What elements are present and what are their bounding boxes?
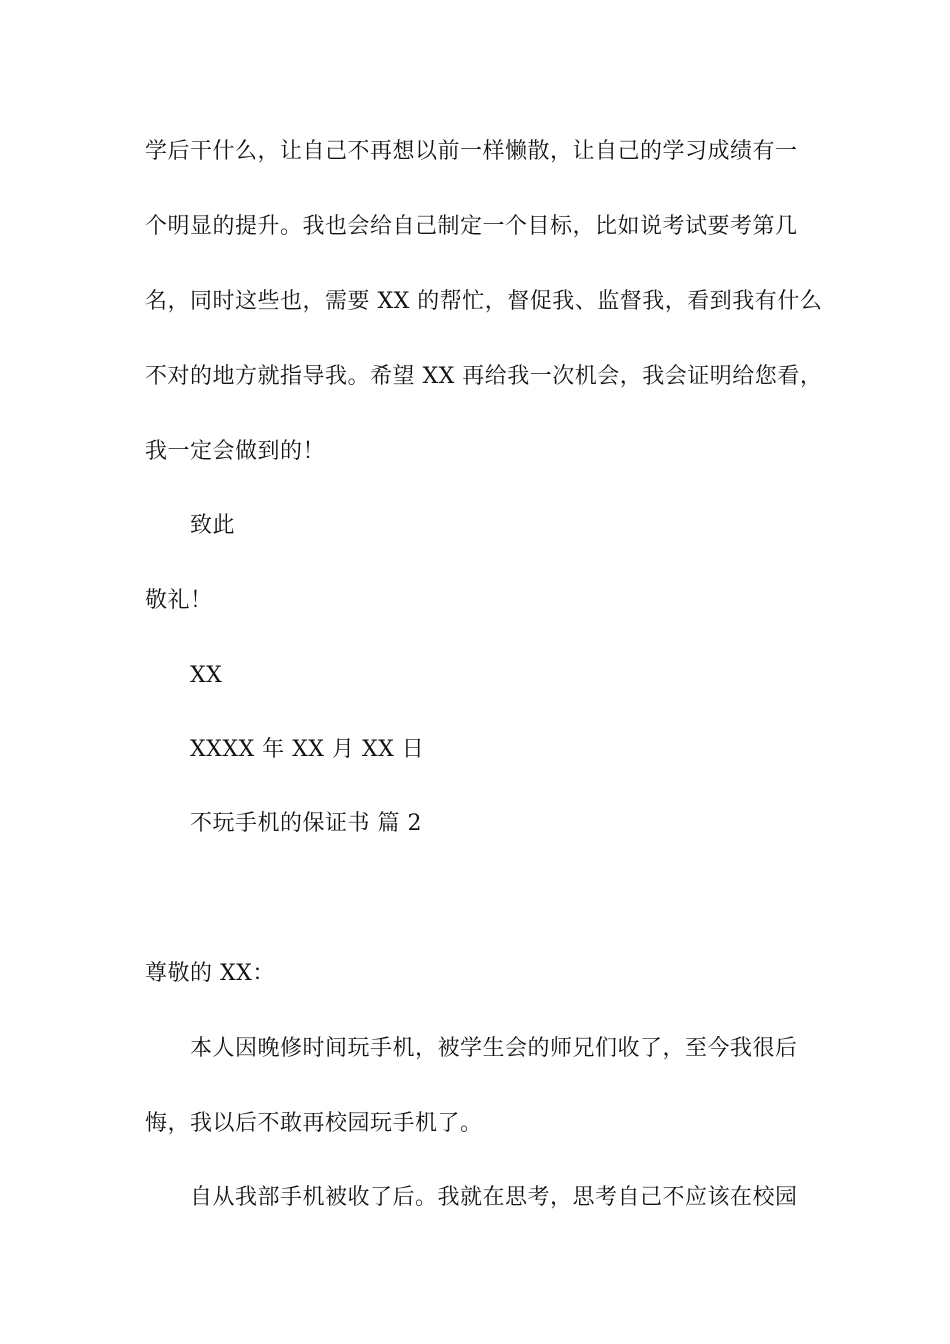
date: XXXX 年 XX 月 XX 日	[190, 737, 425, 762]
paragraph-line: 名，同时这些也，需要 XX 的帮忙，督促我、监督我，看到我有什么	[145, 289, 823, 314]
paragraph-line: 本人因晚修时间玩手机，被学生会的师兄们收了，至今我很后	[190, 1036, 798, 1061]
signature: XX	[190, 663, 223, 688]
closing-salutation: 致此	[190, 513, 236, 538]
closing-regards: 敬礼！	[145, 588, 213, 613]
section-title: 不玩手机的保证书 篇 2	[190, 811, 422, 836]
paragraph-line: 不对的地方就指导我。希望 XX 再给我一次机会，我会证明给您看，	[145, 364, 823, 389]
paragraph-line: 我一定会做到的！	[145, 439, 326, 464]
paragraph-line: 学后干什么，让自己不再想以前一样懒散，让自己的学习成绩有一	[145, 139, 798, 164]
paragraph-line: 悔，我以后不敢再校园玩手机了。	[145, 1111, 483, 1136]
letter-greeting: 尊敬的 XX：	[145, 961, 275, 986]
paragraph-line: 自从我部手机被收了后。我就在思考，思考自己不应该在校园	[190, 1185, 798, 1210]
paragraph-line: 个明显的提升。我也会给自己制定一个目标，比如说考试要考第几	[145, 214, 798, 239]
